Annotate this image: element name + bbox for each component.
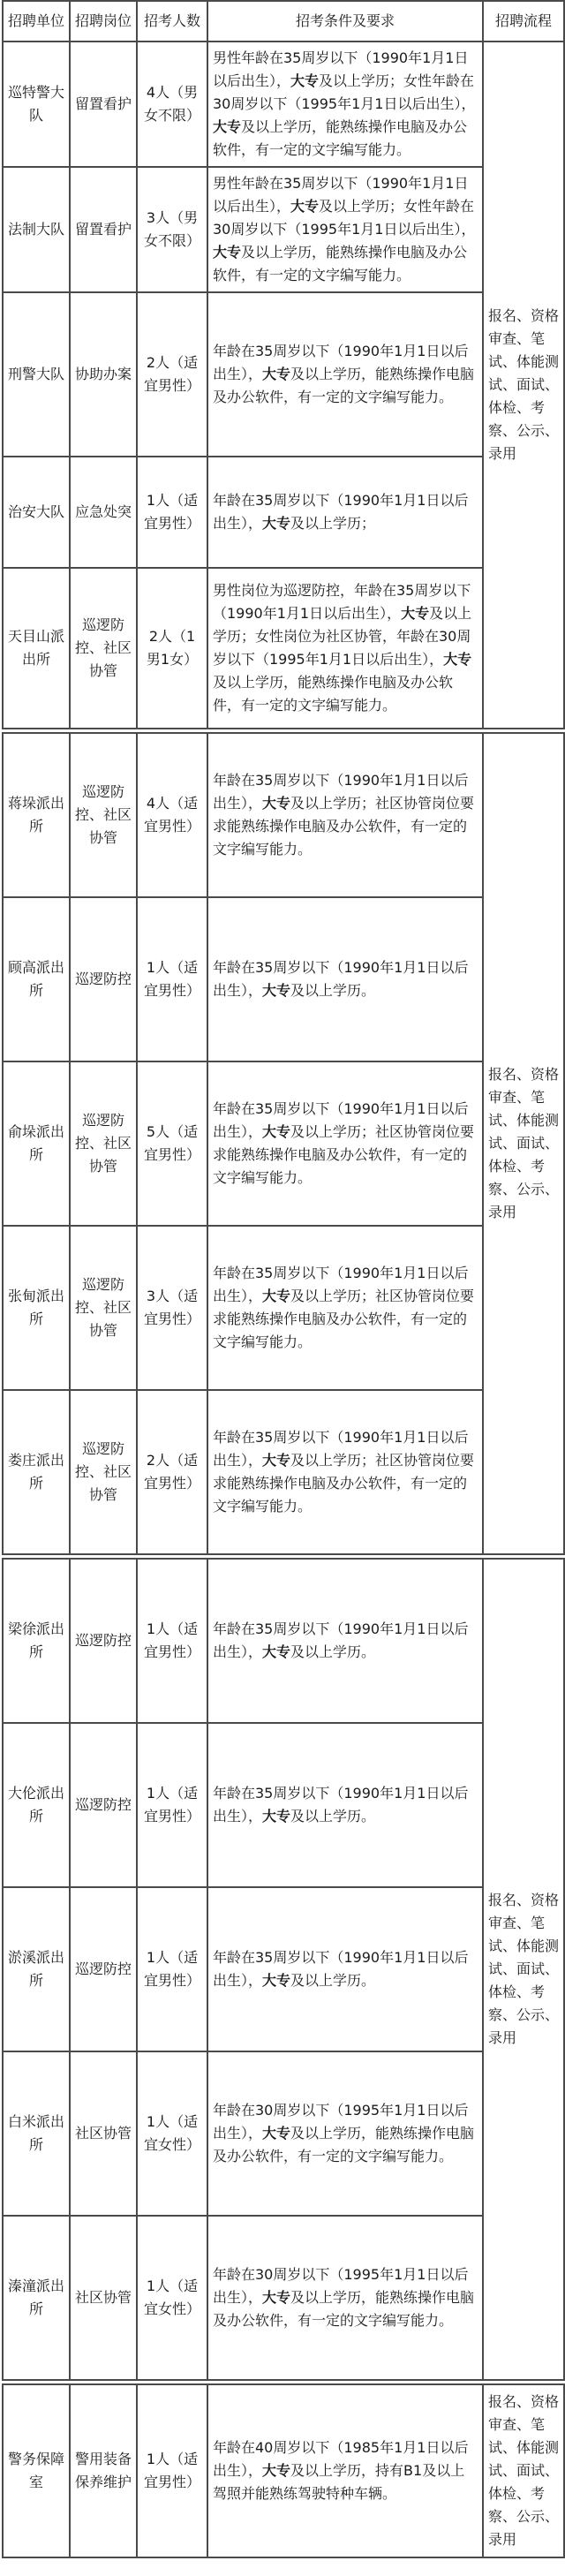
requirement-text: 及以上学历。 [290,1643,376,1660]
position-cell: 巡逻防控 [70,1723,137,1887]
requirement-text: 年龄在35周岁以下（1990年1月1日以后出生）， [213,772,469,812]
table-row [3,1390,564,1554]
table-row [3,2384,564,2557]
process-cell: 报名、资格审查、笔试、体能测试、面试、体检、考察、公示、录用 [483,1559,564,2380]
requirement-text: 年龄在40周岁以下（1985年1月1日以后出生）， [213,2439,469,2479]
table-row [3,897,564,1061]
table-row [3,42,564,167]
requirements-cell [207,42,483,167]
position-cell: 应急处突 [70,457,137,568]
count-cell: 1人（适宜男性） [137,897,207,1061]
position-cell: 巡逻防控、社区协管 [70,1061,137,1226]
requirements-cell [207,568,483,729]
unit-cell: 娄庄派出所 [3,1390,70,1554]
requirement-text: 及以上学历；社区协管岗位要求能熟练操作电脑及办公软件，有一定的文字编写能力。 [213,1123,475,1186]
table-row [3,2216,564,2380]
education-highlight: 大专 [213,118,242,135]
table-row [3,1723,564,1887]
education-highlight: 大专 [262,2125,291,2142]
table-row [3,2051,564,2216]
count-cell: 2人（1男1女） [137,568,207,729]
requirements-cell [207,167,483,292]
unit-cell: 蒋垛派出所 [3,733,70,897]
requirement-text: 男性岗位为巡逻防控，年龄在35周岁以下（1990年1月1日以后出生）， [213,582,471,622]
requirement-text: 及以上学历。 [290,1808,376,1824]
requirement-text: 及以上学历，能熟练操作电脑及办公软件，有一定的文字编写能力。 [213,2289,475,2329]
requirements-cell [207,733,483,897]
requirement-text: 年龄在35周岁以下（1990年1月1日以后出生）， [213,959,469,999]
requirements-cell [207,1887,483,2051]
requirements-cell [207,1226,483,1390]
requirements-cell [207,1559,483,1723]
unit-cell: 刑警大队 [3,292,70,457]
count-cell: 1人（适宜男性） [137,1559,207,1723]
requirement-text: 及以上学历，能熟练操作电脑及办公软件，有一定的文字编写能力。 [213,366,475,405]
requirements-cell [207,292,483,457]
requirements-cell [207,2051,483,2216]
count-cell: 3人（适宜男性） [137,1226,207,1390]
requirement-text: 及以上学历；女性年龄在30周岁以下（1995年1月1日以后出生）， [213,72,476,112]
count-cell: 1人（适宜女性） [137,2051,207,2216]
requirement-text: 及以上学历，能熟练操作电脑及办公软件，有一定的文字编写能力。 [213,118,468,158]
requirement-text: 及以上学历，能熟练操作电脑及办公软件，有一定的文字编写能力。 [213,244,468,283]
position-cell: 巡逻防控、社区协管 [70,1390,137,1554]
process-cell: 报名、资格审查、笔试、体能测试、面试、体检、考察、公示、录用 [483,733,564,1554]
education-highlight: 大专 [262,515,291,532]
table-row [3,1226,564,1390]
requirement-text: 年龄在35周岁以下（1990年1月1日以后出生）， [213,492,469,532]
education-highlight: 大专 [262,366,291,382]
unit-cell: 俞垛派出所 [3,1061,70,1226]
count-cell: 1人（适宜男性） [137,2384,207,2557]
requirement-text: 及以上学历； [290,515,376,532]
requirement-text: 及以上学历；社区协管岗位要求能熟练操作电脑及办公软件，有一定的文字编写能力。 [213,1288,475,1350]
requirement-text: 男性年龄在35周岁以下（1990年1月1日以后出生）， [213,175,469,215]
unit-cell: 大伦派出所 [3,1723,70,1887]
requirement-text: 年龄在35周岁以下（1990年1月1日以后出生）， [213,1429,469,1469]
header-row [3,1,564,42]
position-cell: 留置看护 [70,42,137,167]
count-cell: 4人（适宜男性） [137,733,207,897]
count-cell: 3人（男女不限） [137,167,207,292]
education-highlight: 大专 [262,795,291,812]
count-cell: 1人（适宜男性） [137,457,207,568]
education-highlight: 大专 [262,1123,291,1140]
education-highlight: 大专 [262,1808,291,1824]
requirement-text: 及以上学历；社区协管岗位要求能熟练操作电脑及办公软件，有一定的文字编写能力。 [213,795,475,857]
header-requirements: 招考条件及要求 [207,1,483,42]
requirement-text: 年龄在35周岁以下（1990年1月1日以后出生）， [213,1949,469,1989]
requirement-text: 及以上学历；女性年龄在30周岁以下（1995年1月1日以后出生）， [213,198,476,238]
unit-cell: 淤溪派出所 [3,1887,70,2051]
education-highlight: 大专 [213,244,242,261]
position-cell: 巡逻防控 [70,1559,137,1723]
table-row [3,167,564,292]
count-cell: 1人（适宜女性） [137,2216,207,2380]
unit-cell: 梁徐派出所 [3,1559,70,1723]
education-highlight: 大专 [262,1452,291,1469]
position-cell: 社区协管 [70,2216,137,2380]
requirement-text: 及以上学历。 [290,982,376,999]
count-cell: 1人（适宜男性） [137,1723,207,1887]
position-cell: 协助办案 [70,292,137,457]
table-body [3,42,564,2557]
unit-cell: 白米派出所 [3,2051,70,2216]
count-cell: 1人（适宜男性） [137,1887,207,2051]
requirement-text: 年龄在35周岁以下（1990年1月1日以后出生）， [213,1620,469,1660]
header-process: 招聘流程 [483,1,564,42]
requirements-cell [207,897,483,1061]
position-cell: 巡逻防控、社区协管 [70,568,137,729]
education-highlight: 大专 [262,982,291,999]
position-cell: 警用装备保养维护 [70,2384,137,2557]
requirement-text: 及以上学历；社区协管岗位要求能熟练操作电脑及办公软件，有一定的文字编写能力。 [213,1452,475,1515]
requirements-cell [207,2216,483,2380]
education-highlight: 大专 [290,72,320,89]
table-row [3,1061,564,1226]
unit-cell: 溱潼派出所 [3,2216,70,2380]
position-cell: 社区协管 [70,2051,137,2216]
position-cell: 巡逻防控、社区协管 [70,733,137,897]
education-highlight: 大专 [262,1288,291,1304]
unit-cell: 法制大队 [3,167,70,292]
requirement-text: 及以上学历，能熟练操作电脑及办公软件，有一定的文字编写能力。 [213,2125,475,2164]
requirement-text: 年龄在35周岁以下（1990年1月1日以后出生）， [213,1265,469,1304]
requirement-text: 年龄在35周岁以下（1990年1月1日以后出生）， [213,1785,469,1824]
requirement-text: 及以上学历；女性岗位为社区协管，年龄在30周岁以下（1995年1月1日以后出生）， [213,605,472,668]
requirement-text: 及以上学历，持有B1及以上驾照并能熟练驾驶特种车辆。 [213,2462,465,2502]
requirements-cell [207,1061,483,1226]
education-highlight: 大专 [443,651,472,668]
count-cell: 2人（适宜男性） [137,1390,207,1554]
process-cell: 报名、资格审查、笔试、体能测试、面试、体检、考察、公示、录用 [483,2384,564,2557]
requirement-text: 男性年龄在35周岁以下（1990年1月1日以后出生）， [213,49,469,89]
requirement-text: 年龄在30周岁以下（1995年1月1日以后出生）， [213,2102,469,2142]
education-highlight: 大专 [262,2462,291,2479]
requirement-text: 年龄在30周岁以下（1995年1月1日以后出生）， [213,2266,469,2306]
header-count: 招考人数 [137,1,207,42]
unit-cell: 顾高派出所 [3,897,70,1061]
requirements-cell [207,1723,483,1887]
unit-cell: 警务保障室 [3,2384,70,2557]
table-row [3,568,564,729]
process-cell: 报名、资格审查、笔试、体能测试、面试、体检、考察、公示、录用 [483,42,564,729]
education-highlight: 大专 [262,2289,291,2306]
count-cell: 4人（男女不限） [137,42,207,167]
position-cell: 留置看护 [70,167,137,292]
position-cell: 巡逻防控 [70,1887,137,2051]
requirement-text: 年龄在35周岁以下（1990年1月1日以后出生）， [213,343,469,382]
header-position: 招聘岗位 [70,1,137,42]
table-row [3,292,564,457]
unit-cell: 天目山派出所 [3,568,70,729]
requirements-cell [207,2384,483,2557]
table-row [3,1887,564,2051]
recruitment-table [2,0,565,2558]
requirements-cell [207,457,483,568]
education-highlight: 大专 [401,605,430,622]
header-unit: 招聘单位 [3,1,70,42]
education-highlight: 大专 [262,1643,291,1660]
table-row [3,457,564,568]
unit-cell: 张甸派出所 [3,1226,70,1390]
education-highlight: 大专 [262,1972,291,1989]
education-highlight: 大专 [290,198,320,215]
requirement-text: 年龄在35周岁以下（1990年1月1日以后出生）， [213,1100,469,1140]
unit-cell: 治安大队 [3,457,70,568]
unit-cell: 巡特警大队 [3,42,70,167]
position-cell: 巡逻防控 [70,897,137,1061]
position-cell: 巡逻防控、社区协管 [70,1226,137,1390]
count-cell: 5人（适宜男性） [137,1061,207,1226]
count-cell: 2人（适宜男性） [137,292,207,457]
requirements-cell [207,1390,483,1554]
table-row [3,733,564,897]
requirement-text: 及以上学历，能熟练操作电脑及办公软件，有一定的文字编写能力。 [213,674,454,714]
requirement-text: 及以上学历。 [290,1972,376,1989]
table-row [3,1559,564,1723]
